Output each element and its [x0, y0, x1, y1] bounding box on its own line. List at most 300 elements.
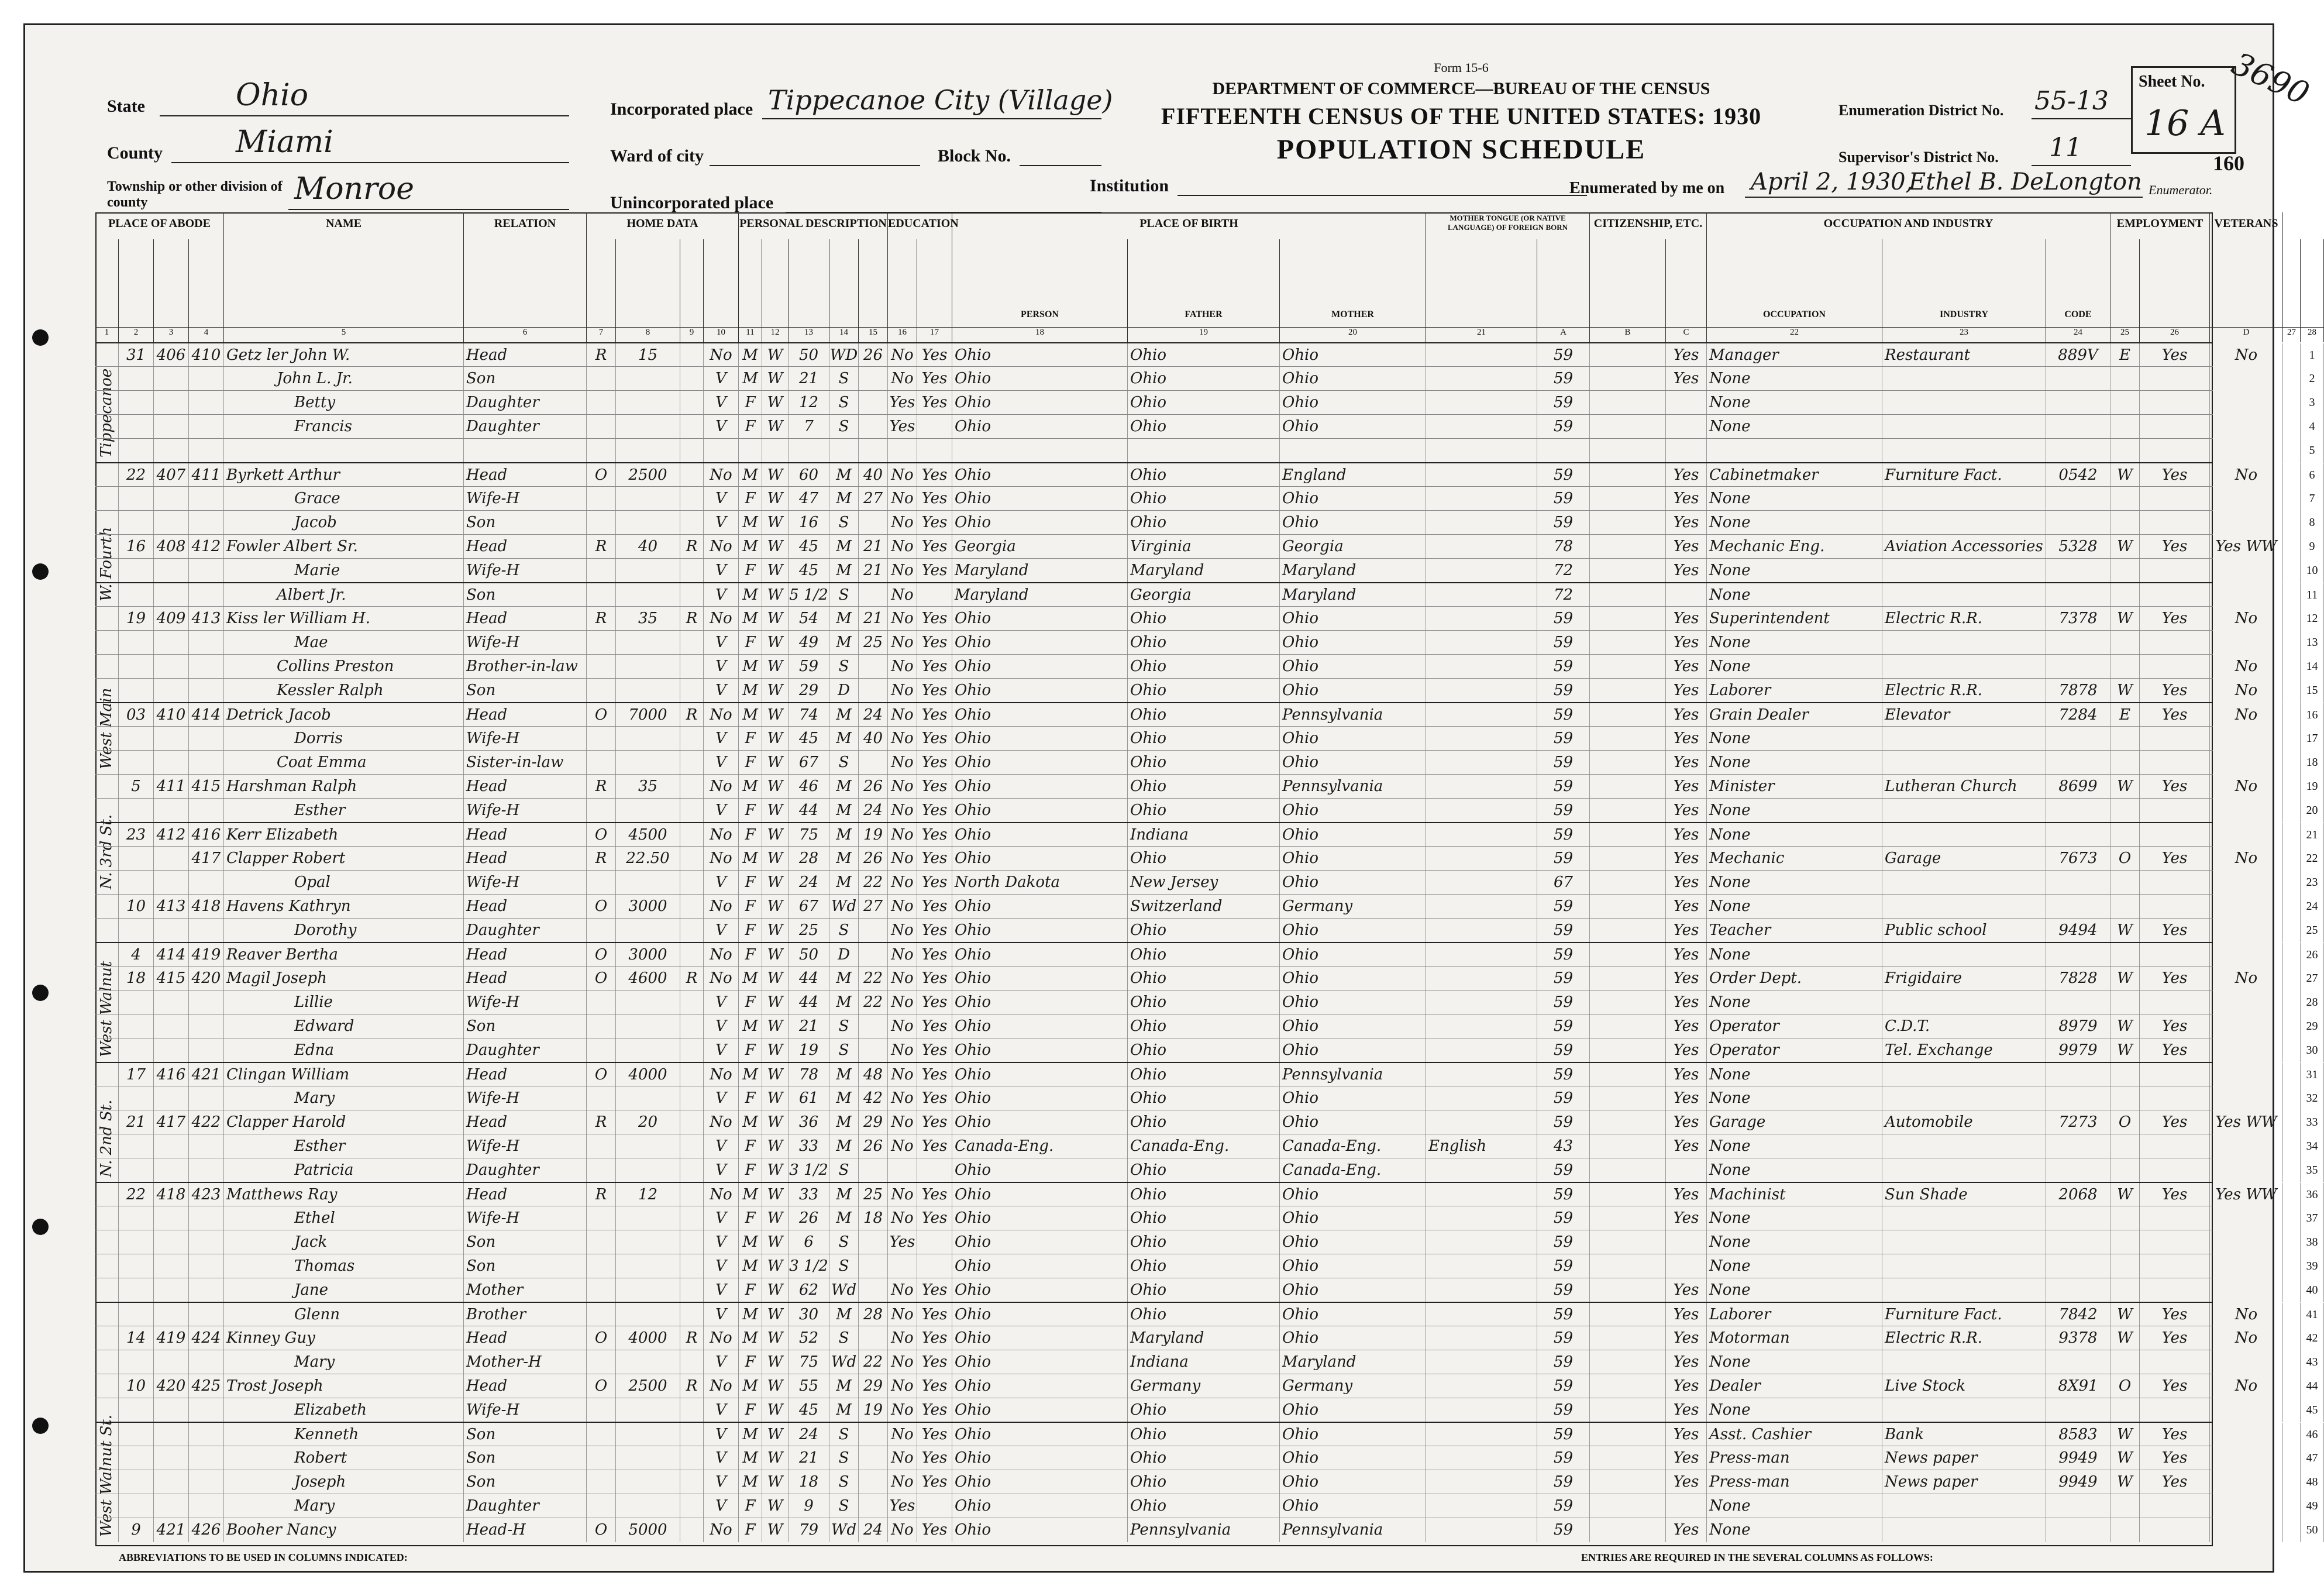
- cell-fs: [2283, 559, 2301, 583]
- cell-lnum: 17: [2301, 727, 2324, 751]
- cell-code: 59: [1537, 966, 1590, 990]
- cell-age: 26: [789, 1206, 829, 1230]
- cell-d: [154, 990, 189, 1014]
- cell-mpob: Ohio: [1280, 1254, 1426, 1278]
- cell-emp: Yes: [2140, 1110, 2210, 1134]
- cell-farm: V: [704, 1038, 739, 1062]
- cell-emp: Yes: [2140, 679, 2210, 703]
- cell-cit: [1590, 871, 1666, 895]
- cell-f: [189, 367, 224, 391]
- cell-vet: [2210, 1038, 2283, 1062]
- cell-code: 59: [1537, 1206, 1590, 1230]
- cell-pob: Ohio: [952, 1063, 1128, 1087]
- column-number: 14: [829, 327, 859, 342]
- column-number: 26: [2140, 327, 2210, 342]
- cell-age: 36: [789, 1110, 829, 1134]
- cell-ind: [1882, 1494, 2046, 1518]
- cell-sex: M: [739, 966, 762, 990]
- cell-ind: News paper: [1882, 1446, 2046, 1470]
- cell-race: W: [762, 607, 789, 631]
- cell-rad: R: [680, 703, 704, 727]
- cell-h: 03: [119, 703, 154, 727]
- cell-eng: Yes: [1666, 823, 1707, 847]
- cell-own: R: [587, 847, 616, 871]
- cell-street: [95, 1254, 119, 1278]
- cell-own: [587, 1278, 616, 1302]
- cell-agem: 29: [859, 1374, 888, 1398]
- cell-occ: Manager: [1707, 343, 1882, 367]
- enum-district-value: 55-13: [2034, 86, 2109, 116]
- cell-vet: [2210, 895, 2283, 919]
- column-group-header: MOTHER TONGUE (OR NATIVE LANGUAGE) OF FOREIGN BORN: [1426, 212, 1590, 239]
- cell-tongue: [1426, 1423, 1537, 1447]
- cell-h: 10: [119, 1374, 154, 1398]
- cell-pob: Ohio: [952, 1374, 1128, 1398]
- table-row: [95, 822, 2318, 846]
- cell-occ: None: [1707, 1398, 1882, 1422]
- cell-cls: [2110, 727, 2140, 751]
- cell-name: Fowler Albert Sr.: [224, 535, 464, 559]
- cell-cls: O: [2110, 1374, 2140, 1398]
- cell-eng: Yes: [1666, 727, 1707, 751]
- cell-rad: [680, 1278, 704, 1302]
- cell-mpob: Ohio: [1280, 1206, 1426, 1230]
- cell-vet: [2210, 1446, 2283, 1470]
- cell-street: [95, 1470, 119, 1494]
- column-subheader: [704, 239, 739, 327]
- cell-d: 407: [154, 463, 189, 487]
- cell-name: Dorothy: [224, 919, 464, 943]
- cell-mpob: Ohio: [1280, 607, 1426, 631]
- cell-sex: M: [739, 367, 762, 391]
- cell-cit: [1590, 679, 1666, 703]
- column-number: 5: [224, 327, 464, 342]
- cell-lnum: 29: [2301, 1014, 2324, 1038]
- cell-ocode: [2046, 1494, 2110, 1518]
- cell-race: W: [762, 511, 789, 535]
- cell-tongue: [1426, 367, 1537, 391]
- cell-own: R: [587, 607, 616, 631]
- cell-tongue: [1426, 1206, 1537, 1230]
- cell-age: 54: [789, 607, 829, 631]
- cell-fpob: Maryland: [1128, 1326, 1280, 1350]
- cell-sch: No: [888, 1278, 917, 1302]
- cell-fs: [2283, 727, 2301, 751]
- cell-farm: V: [704, 990, 739, 1014]
- table-row: [95, 846, 2318, 870]
- cell-agem: 26: [859, 775, 888, 799]
- cell-fpob: Maryland: [1128, 559, 1280, 583]
- cell-mpob: Ohio: [1280, 919, 1426, 943]
- cell-cls: [2110, 943, 2140, 967]
- cell-cit: [1590, 1470, 1666, 1494]
- cell-vet: [2210, 487, 2283, 511]
- cell-own: R: [587, 343, 616, 367]
- column-number: 18: [952, 327, 1128, 342]
- cell-mar: M: [829, 871, 859, 895]
- table-row: [95, 990, 2318, 1014]
- cell-cls: [2110, 1063, 2140, 1087]
- cell-occ: Garage: [1707, 1110, 1882, 1134]
- cell-h: [119, 1086, 154, 1110]
- cell-agem: 21: [859, 535, 888, 559]
- cell-eng: [1666, 391, 1707, 415]
- cell-cls: W: [2110, 607, 2140, 631]
- cell-read: [917, 583, 952, 607]
- cell-ocode: 8583: [2046, 1423, 2110, 1447]
- column-subheader: [829, 239, 859, 327]
- cell-fpob: Ohio: [1128, 751, 1280, 775]
- cell-tongue: [1426, 990, 1537, 1014]
- column-group-header: RELATION: [464, 212, 587, 239]
- supervisor-row: [1838, 128, 2131, 174]
- cell-emp: [2140, 391, 2210, 415]
- cell-farm: No: [704, 343, 739, 367]
- cell-farm: V: [704, 1014, 739, 1038]
- cell-h: 9: [119, 1518, 154, 1542]
- cell-street: [95, 895, 119, 919]
- cell-ocode: [2046, 1518, 2110, 1542]
- cell-vet: [2210, 1134, 2283, 1158]
- cell-cit: [1590, 775, 1666, 799]
- cell-street: [95, 679, 119, 703]
- cell-f: 411: [189, 463, 224, 487]
- cell-mar: D: [829, 679, 859, 703]
- cell-sch: No: [888, 1350, 917, 1374]
- table-row: [95, 702, 2318, 726]
- cell-street: [95, 919, 119, 943]
- cell-mpob: Ohio: [1280, 1494, 1426, 1518]
- cell-val: 20: [616, 1110, 680, 1134]
- table-row: [95, 966, 2318, 990]
- cell-street: [95, 943, 119, 967]
- cell-h: 18: [119, 966, 154, 990]
- cell-street: [95, 1518, 119, 1542]
- cell-sex: M: [739, 1183, 762, 1207]
- cell-lnum: 8: [2301, 511, 2324, 535]
- cell-own: O: [587, 1518, 616, 1542]
- cell-pob: Ohio: [952, 367, 1128, 391]
- incorporated-row: [610, 81, 1137, 128]
- cell-rel: Head: [464, 823, 587, 847]
- cell-farm: V: [704, 727, 739, 751]
- cell-street: [95, 775, 119, 799]
- cell-read: [917, 1230, 952, 1254]
- table-row: [95, 342, 2315, 366]
- enum-district-row: [1838, 81, 2131, 128]
- cell-mpob: Canada-Eng.: [1280, 1134, 1426, 1158]
- cell-cls: W: [2110, 535, 2140, 559]
- cell-sex: F: [739, 823, 762, 847]
- cell-occ: None: [1707, 631, 1882, 655]
- cell-h: [119, 1350, 154, 1374]
- cell-pob: Ohio: [952, 343, 1128, 367]
- cell-tongue: [1426, 1086, 1537, 1110]
- cell-fs: [2283, 1183, 2301, 1207]
- cell-val: [616, 1398, 680, 1422]
- cell-cls: [2110, 823, 2140, 847]
- cell-mpob: Ohio: [1280, 1303, 1426, 1327]
- cell-street: [95, 871, 119, 895]
- cell-code: 59: [1537, 1038, 1590, 1062]
- cell-code: 59: [1537, 1278, 1590, 1302]
- column-subheader: OCCUPATION: [1707, 239, 1882, 327]
- table-row: [95, 1206, 2318, 1230]
- cell-street: [95, 1183, 119, 1207]
- enumerator-label: Enumerator.: [2149, 183, 2213, 197]
- cell-agem: 24: [859, 799, 888, 823]
- cell-sch: No: [888, 847, 917, 871]
- cell-read: Yes: [917, 871, 952, 895]
- table-row: [95, 1350, 2318, 1374]
- cell-tongue: [1426, 343, 1537, 367]
- cell-h: [119, 583, 154, 607]
- cell-race: W: [762, 631, 789, 655]
- cell-age: 28: [789, 847, 829, 871]
- column-group-header: PLACE OF BIRTH: [952, 212, 1426, 239]
- cell-name: Havens Kathryn: [224, 895, 464, 919]
- cell-ind: [1882, 1086, 2046, 1110]
- cell-agem: 24: [859, 1518, 888, 1542]
- cell-street: [95, 511, 119, 535]
- cell-rel: Son: [464, 1446, 587, 1470]
- cell-emp: [2140, 799, 2210, 823]
- cell-sch: No: [888, 1326, 917, 1350]
- table-row: [95, 1038, 2318, 1062]
- cell-agem: [859, 367, 888, 391]
- cell-d: 421: [154, 1518, 189, 1542]
- cell-farm: V: [704, 1230, 739, 1254]
- cell-ind: Electric R.R.: [1882, 679, 2046, 703]
- cell-ocode: [2046, 1350, 2110, 1374]
- cell-ocode: 8699: [2046, 775, 2110, 799]
- cell-ind: Lutheran Church: [1882, 775, 2046, 799]
- cell-ocode: [2046, 1158, 2110, 1182]
- column-group-header: CITIZENSHIP, ETC.: [1590, 212, 1707, 239]
- cell-lnum: 10: [2301, 559, 2324, 583]
- cell-fpob: Indiana: [1128, 1350, 1280, 1374]
- cell-read: Yes: [917, 727, 952, 751]
- cell-age: 33: [789, 1183, 829, 1207]
- cell-sch: No: [888, 1518, 917, 1542]
- cell-farm: V: [704, 583, 739, 607]
- cell-ocode: [2046, 1206, 2110, 1230]
- cell-mar: S: [829, 1254, 859, 1278]
- cell-read: Yes: [917, 1183, 952, 1207]
- cell-read: [917, 1254, 952, 1278]
- cell-ocode: [2046, 487, 2110, 511]
- cell-agem: [859, 919, 888, 943]
- cell-sex: F: [739, 919, 762, 943]
- cell-age: 21: [789, 1014, 829, 1038]
- cell-val: [616, 1303, 680, 1327]
- table-row: [95, 1326, 2318, 1350]
- cell-rel: Wife-H: [464, 631, 587, 655]
- cell-cls: W: [2110, 1038, 2140, 1062]
- cell-read: Yes: [917, 1086, 952, 1110]
- column-number: 3: [154, 327, 189, 342]
- cell-cit: [1590, 607, 1666, 631]
- cell-code: 59: [1537, 511, 1590, 535]
- cell-sch: No: [888, 607, 917, 631]
- cell-age: 9: [789, 1494, 829, 1518]
- cell-vet: [2210, 943, 2283, 967]
- incorporated-value: Tippecanoe City (Village): [768, 84, 1113, 116]
- cell-pob: Ohio: [952, 511, 1128, 535]
- cell-cls: [2110, 415, 2140, 439]
- cell-code: 43: [1537, 1134, 1590, 1158]
- cell-rel: Daughter: [464, 1494, 587, 1518]
- cell-pob: Ohio: [952, 966, 1128, 990]
- cell-fpob: Ohio: [1128, 1206, 1280, 1230]
- cell-ind: [1882, 511, 2046, 535]
- cell-farm: V: [704, 1470, 739, 1494]
- cell-ocode: 8979: [2046, 1014, 2110, 1038]
- cell-d: 419: [154, 1326, 189, 1350]
- cell-fpob: Ohio: [1128, 775, 1280, 799]
- cell-tongue: [1426, 1254, 1537, 1278]
- cell-agem: 19: [859, 823, 888, 847]
- cell-mar: S: [829, 391, 859, 415]
- cell-rel: Wife-H: [464, 990, 587, 1014]
- cell-occ: None: [1707, 1134, 1882, 1158]
- cell-rad: [680, 655, 704, 679]
- cell-farm: V: [704, 1494, 739, 1518]
- cell-age: 25: [789, 919, 829, 943]
- cell-ind: [1882, 727, 2046, 751]
- cell-cit: [1590, 1110, 1666, 1134]
- incorporated-label: Incorporated place: [610, 99, 753, 119]
- cell-fs: [2283, 1326, 2301, 1350]
- cell-sex: F: [739, 391, 762, 415]
- cell-eng: Yes: [1666, 847, 1707, 871]
- table-row: [95, 726, 2318, 750]
- cell-rad: [680, 1014, 704, 1038]
- cell-tongue: [1426, 583, 1537, 607]
- cell-pob: Ohio: [952, 1230, 1128, 1254]
- cell-agem: [859, 1230, 888, 1254]
- column-number: A: [1537, 327, 1590, 342]
- cell-lnum: 19: [2301, 775, 2324, 799]
- cell-rel: Wife-H: [464, 487, 587, 511]
- cell-val: 3000: [616, 943, 680, 967]
- cell-rel: Brother-in-law: [464, 655, 587, 679]
- cell-fs: [2283, 439, 2301, 463]
- table-row: [95, 1398, 2318, 1422]
- column-number: 23: [1882, 327, 2046, 342]
- cell-cls: [2110, 487, 2140, 511]
- cell-age: 47: [789, 487, 829, 511]
- cell-tongue: [1426, 487, 1537, 511]
- schedule-title: POPULATION SCHEDULE: [1276, 134, 1646, 165]
- cell-code: 59: [1537, 487, 1590, 511]
- cell-emp: [2140, 1278, 2210, 1302]
- cell-eng: Yes: [1666, 1423, 1707, 1447]
- cell-mpob: Ohio: [1280, 1278, 1426, 1302]
- cell-street: [95, 391, 119, 415]
- cell-name: Patricia: [224, 1158, 464, 1182]
- cell-cls: [2110, 367, 2140, 391]
- cell-val: [616, 1423, 680, 1447]
- cell-code: 59: [1537, 1158, 1590, 1182]
- cell-mar: S: [829, 1326, 859, 1350]
- cell-fpob: Ohio: [1128, 1494, 1280, 1518]
- cell-age: 6: [789, 1230, 829, 1254]
- cell-emp: [2140, 990, 2210, 1014]
- cell-read: Yes: [917, 1518, 952, 1542]
- table-row: [95, 1014, 2318, 1038]
- cell-h: 23: [119, 823, 154, 847]
- cell-fs: [2283, 1350, 2301, 1374]
- cell-cit: [1590, 703, 1666, 727]
- cell-own: [587, 1398, 616, 1422]
- column-number: 17: [917, 327, 952, 342]
- cell-age: 67: [789, 895, 829, 919]
- cell-race: W: [762, 943, 789, 967]
- cell-ind: [1882, 1134, 2046, 1158]
- cell-val: [616, 1494, 680, 1518]
- cell-tongue: [1426, 1158, 1537, 1182]
- cell-occ: Press-man: [1707, 1446, 1882, 1470]
- cell-sex: M: [739, 847, 762, 871]
- cell-ocode: [2046, 583, 2110, 607]
- cell-farm: V: [704, 391, 739, 415]
- cell-vet: [2210, 823, 2283, 847]
- cell-rel: Wife-H: [464, 1206, 587, 1230]
- cell-h: 19: [119, 607, 154, 631]
- cell-code: 59: [1537, 847, 1590, 871]
- column-subheader: [189, 239, 224, 327]
- cell-age: 59: [789, 655, 829, 679]
- cell-read: Yes: [917, 655, 952, 679]
- cell-farm: V: [704, 1423, 739, 1447]
- cell-eng: Yes: [1666, 1038, 1707, 1062]
- cell-pob: North Dakota: [952, 871, 1128, 895]
- cell-farm: V: [704, 1158, 739, 1182]
- cell-vet: [2210, 990, 2283, 1014]
- cell-fpob: Ohio: [1128, 487, 1280, 511]
- cell-rel: Daughter: [464, 1038, 587, 1062]
- cell-ind: [1882, 487, 2046, 511]
- cell-fs: [2283, 391, 2301, 415]
- cell-name: Mary: [224, 1350, 464, 1374]
- cell-farm: No: [704, 1110, 739, 1134]
- cell-street: [95, 1278, 119, 1302]
- cell-sex: M: [739, 775, 762, 799]
- cell-cit: [1590, 1398, 1666, 1422]
- cell-f: [189, 679, 224, 703]
- cell-pob: Ohio: [952, 1278, 1128, 1302]
- cell-own: [587, 559, 616, 583]
- cell-agem: 22: [859, 1350, 888, 1374]
- cell-ocode: [2046, 1254, 2110, 1278]
- cell-read: Yes: [917, 823, 952, 847]
- cell-code: 59: [1537, 655, 1590, 679]
- cell-emp: Yes: [2140, 966, 2210, 990]
- cell-mar: M: [829, 535, 859, 559]
- cell-ocode: [2046, 367, 2110, 391]
- cell-eng: Yes: [1666, 367, 1707, 391]
- cell-age: 21: [789, 367, 829, 391]
- cell-own: [587, 1470, 616, 1494]
- cell-tongue: [1426, 1470, 1537, 1494]
- cell-race: [762, 439, 789, 463]
- cell-rad: [680, 1398, 704, 1422]
- cell-vet: No: [2210, 966, 2283, 990]
- cell-vet: No: [2210, 655, 2283, 679]
- cell-rad: [680, 919, 704, 943]
- cell-mar: S: [829, 1230, 859, 1254]
